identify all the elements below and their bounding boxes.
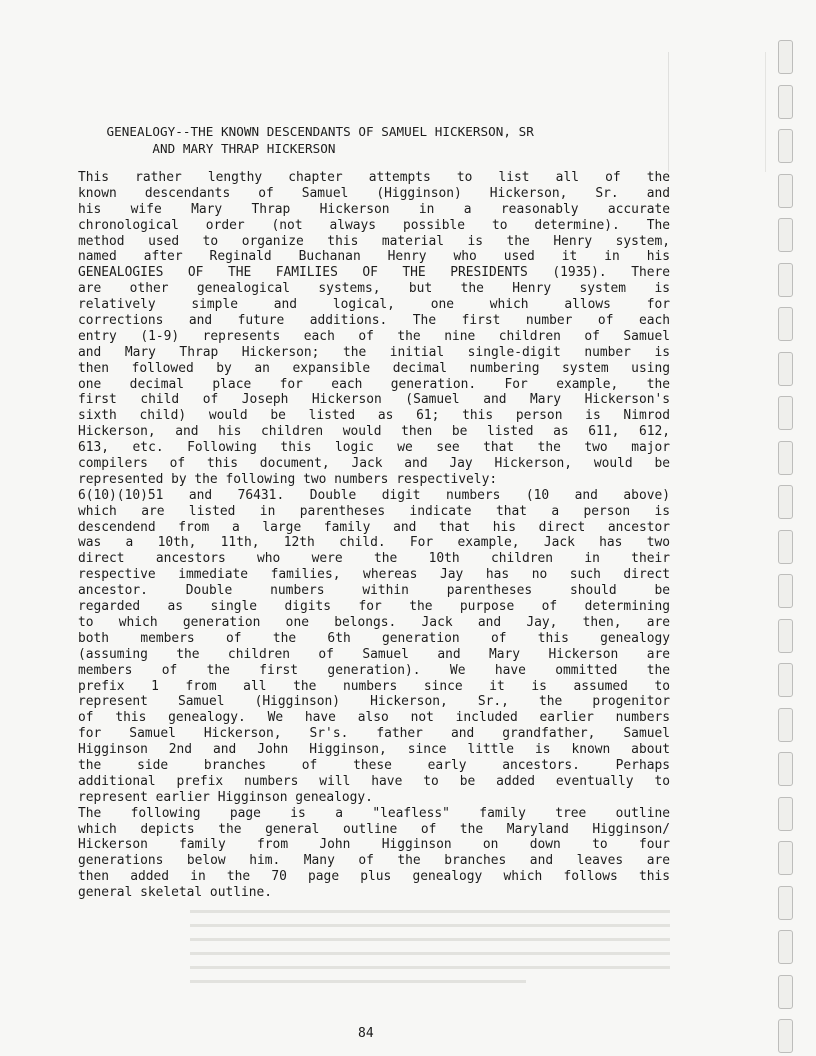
body-line: general skeletal outline. [78,885,273,901]
body-line: which are listed in parentheses indicate that a person is [78,503,670,519]
body-line: corrections and future additions. The first number of each [78,313,670,329]
body-line: direct ancestors who were the 10th children in their [78,551,670,567]
body-line: then followed by an expansible decimal numbering system using [78,360,670,376]
binding-hole [778,307,793,341]
body-line: of this genealogy. We have also not included earlier numbers [78,710,670,726]
binding-hole [778,352,793,386]
body-line: first child of Joseph Hickerson (Samuel and Mary Hickerson's [78,392,670,408]
binding-hole [778,663,793,697]
body-line: entry (1-9) represents each of the nine children of Samuel [78,328,670,344]
binding-hole [778,797,793,831]
body-line: respective immediate families, whereas Jay has no such direct [78,567,670,583]
body-line: known descendants of Samuel (Higginson) Hickerson, Sr. and [78,185,670,201]
body-line: was a 10th, 11th, 12th child. For example, Jack has two [78,535,670,551]
page-number: 84 [358,1026,374,1041]
body-line: then added in the 70 page plus genealogy which follows this [78,869,670,885]
binding-hole [778,708,793,742]
title-line-1: GENEALOGY--THE KNOWN DESCENDANTS OF SAMUEL HICKERSON, SR [106,124,534,139]
body-line: This rather lengthy chapter attempts to list all of the [78,170,670,185]
body-line: method used to organize this material is the Henry system, [78,233,670,249]
body-line: chronological order (not always possible to determine). The [78,217,670,233]
body-text [78,170,670,901]
binding-hole [778,752,793,786]
body-line: the side branches of these early ancestors. Perhaps [78,757,670,773]
bleed-through-mark [668,52,766,172]
body-line: one decimal place for each generation. For example, the [78,376,670,392]
binding-hole [778,40,793,74]
body-line: sixth child) would be listed as 61; this person is Nimrod [78,408,670,424]
binding-hole [778,975,793,1009]
body-line: named after Reginald Buchanan Henry who used it in his [78,249,670,265]
binding-hole [778,841,793,875]
binding-hole [778,1019,793,1053]
body-line: GENEALOGIES OF THE FAMILIES OF THE PRESIDENTS (1935). There [78,265,670,281]
binding-hole [778,396,793,430]
body-line: ancestor. Double numbers within parentheses should be [78,583,670,599]
body-line: Hickerson, and his children would then be listed as 611, 612, [78,424,670,440]
body-line: members of the first generation). We have ommitted the [78,662,670,678]
body-line: Higginson 2nd and John Higginson, since little is known about [78,742,670,758]
body-line: regarded as single digits for the purpose of determining [78,599,670,615]
body-line: represent Samuel (Higginson) Hickerson, Sr., the progenitor [78,694,670,710]
body-line: relatively simple and logical, one which allows for [78,297,670,313]
binding-hole [778,930,793,964]
binding-hole [778,263,793,297]
body-line: to which generation one belongs. Jack and Jay, then, are [78,614,670,630]
body-line: 6(10)(10)51 and 76431. Double digit numbers (10 and above) [78,487,670,503]
body-line: both members of the 6th generation of this genealogy [78,630,670,646]
body-line: compilers of this document, Jack and Jay Hickerson, would be [78,456,670,472]
body-line: (assuming the children of Samuel and Mary Hickerson are [78,646,670,662]
binding-hole [778,619,793,653]
body-line: 613, etc. Following this logic we see that the two major [78,440,670,456]
body-line: represented by the following two numbers respectively: [78,471,498,487]
body-line: represent earlier Higginson genealogy. [78,789,373,805]
body-line: and Mary Thrap Hickerson; the initial single-digit number is [78,344,670,360]
body-line: Hickerson family from John Higginson on down to four [78,837,670,853]
body-line: are other genealogical systems, but the Henry system is [78,281,670,297]
document-title [76,106,534,174]
body-line: generations below him. Many of the branches and leaves are [78,853,670,869]
body-line: prefix 1 from all the numbers since it is assumed to [78,678,670,694]
body-line: additional prefix numbers will have to be added eventually to [78,773,670,789]
body-line: his wife Mary Thrap Hickerson in a reasonably accurate [78,201,670,217]
binding-hole [778,85,793,119]
body-line: descendend from a large family and that his direct ancestor [78,519,670,535]
bleed-through-text [190,910,670,994]
binding-hole [778,174,793,208]
body-line: The following page is a "leafless" family tree outline [78,805,670,821]
binding-hole [778,441,793,475]
title-line-2: AND MARY THRAP HICKERSON [76,141,336,156]
binding-hole [778,485,793,519]
binding-hole [778,886,793,920]
binding-hole [778,574,793,608]
binding-hole [778,218,793,252]
binding-hole [778,530,793,564]
binding-hole [778,129,793,163]
binding-holes [778,40,794,1050]
body-line: for Samuel Hickerson, Sr's. father and grandfather, Samuel [78,726,670,742]
body-line: which depicts the general outline of the Maryland Higginson/ [78,821,670,837]
